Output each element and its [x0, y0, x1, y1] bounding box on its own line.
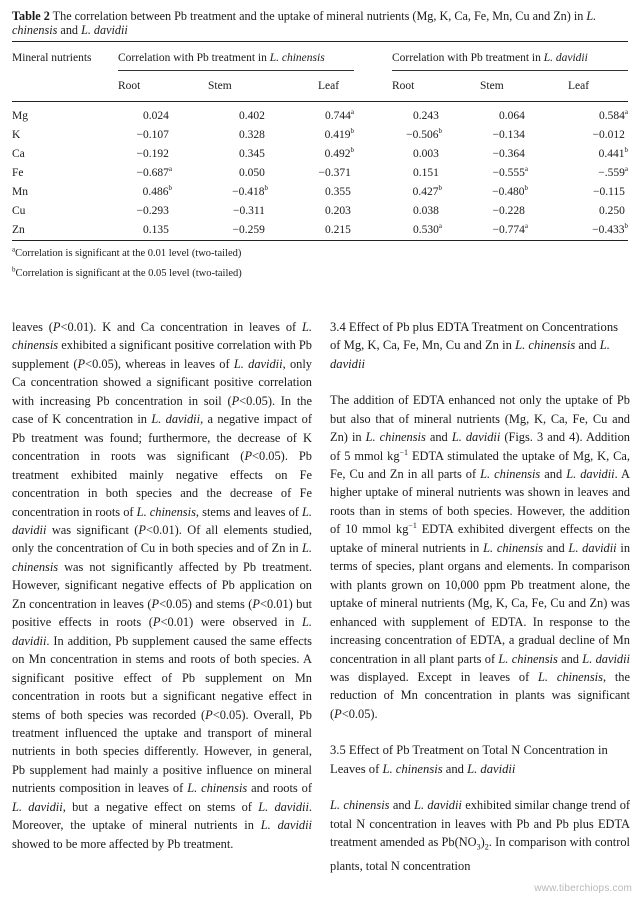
- table-cell: 0.250: [599, 205, 625, 217]
- table-caption-label: Table 2: [12, 9, 50, 23]
- table-cell: 0.744$^a$: [325, 108, 354, 122]
- table-cell: 0.530$^a$: [413, 222, 442, 236]
- row-label-zn: Zn: [12, 224, 25, 236]
- footnote-a: $^a$Correlation is significant at the 0.01 level (two-tailed): [12, 245, 242, 259]
- table-cell: 0.402: [239, 110, 265, 122]
- table-cell: −0.311: [232, 205, 265, 217]
- table-cell: −0.012: [592, 129, 625, 141]
- right-paragraph-2: L. chinensis and L. davidii exhibited similar change trend of total N concentration in leaves with Pb and Pb plus EDTA treatment amended as $Pb(NO_3)_2$. In comparison with control plants, total N concentration: [330, 798, 631, 874]
- table-cell: 0.024: [143, 110, 169, 122]
- group-rule-davidii: [392, 70, 628, 71]
- table-cell: −0.555$^a$: [492, 165, 528, 179]
- left-paragraph: leaves (P<0.01). K and Ca concentration in leaves of L. chinensis exhibited a significant positive correlation with Pb supplement (P<0.05), whereas in leaves of L. davidii, only Ca concentration showed a significant positive correlation with increasing Pb concentration in soil (P<0.05). In the case of K concentration in L. davidii, a negative impact of Pb treatment was found; furthermore, the decrease of K concentration in roots was significant (P<0.05). Pb treatment exhibited mainly negative effects on Fe concentration in both species and the decrease of Fe concentration in roots of L. chinensis, stems and leaves of L. davidii was significant (P<0.01). Of all elements studied, only the concentration of Cu in both species and of Zn in L. chinensis was not significantly affected by Pb treatment. However, significant negative effects of Pb application on Zn concentration in leaves (P<0.05) and stems (P<0.01) but positive effects in roots (P<0.01) were observed in L. davidii. In addition, Pb supplement caused the same effects on Mn concentration in stems and roots of both species. A significant positive effect of Pb supplement on Mn concentration in roots but a significant negative effect in stems of both species was recorded (P<0.05). Overall, Pb treatment influenced the uptake and transport of mineral nutrients in both species differently. However, in general, Pb supplement had mainly a positive influence on mineral nutrients composition in leaves of L. chinensis and roots of L. davidii, but a negative effect on stems of L. davidii. Moreover, the uptake of mineral nutrients in L. davidii showed to be more affected by Pb treatment.: [12, 320, 313, 851]
- header-group-davidii: Correlation with Pb treatment in L. davidii: [392, 52, 588, 64]
- left-column: [12, 318, 312, 853]
- table-cell: 0.355: [325, 186, 351, 198]
- table-cell: −.559$^a$: [598, 165, 628, 179]
- table-cell: 0.584$^a$: [599, 108, 628, 122]
- table-cell: −0.228: [492, 205, 525, 217]
- header-mineral-nutrients: Mineral nutrients: [12, 52, 92, 64]
- table-caption-text: The correlation between Pb treatment and the uptake of mineral nutrients (Mg, K, Ca, Fe, Mn, Cu and Zn) in L. chinensis and L. davidii: [12, 9, 597, 37]
- table-cell: −0.371: [318, 167, 351, 179]
- table-cell: 0.419$^b$: [324, 127, 354, 141]
- watermark: www.tiberchiops.com: [534, 883, 632, 894]
- table-cell: 0.328: [239, 129, 265, 141]
- table-cell: −0.115: [592, 186, 625, 198]
- table-cell: −0.364: [492, 148, 525, 160]
- table-cell: 0.135: [143, 224, 169, 236]
- table-cell: −0.293: [136, 205, 169, 217]
- table-cell: −0.506$^b$: [406, 127, 442, 141]
- table-header-rule: [12, 101, 628, 102]
- table-cell: 0.345: [239, 148, 265, 160]
- table-cell: 0.151: [413, 167, 439, 179]
- table-bottom-rule: [12, 240, 628, 241]
- table-cell: 0.427$^b$: [412, 184, 442, 198]
- subheader-leaf-1: Leaf: [318, 80, 340, 92]
- table-cell: 0.003: [413, 148, 439, 160]
- row-label-mn: Mn: [12, 186, 28, 198]
- table-cell: 0.243: [413, 110, 439, 122]
- table-cell: 0.441$^b$: [598, 146, 628, 160]
- table-cell: −0.433$^b$: [592, 222, 628, 236]
- table-cell: 0.203: [325, 205, 351, 217]
- row-label-ca: Ca: [12, 148, 25, 160]
- table-top-rule: [12, 41, 628, 42]
- table-cell: 0.064: [499, 110, 525, 122]
- footnote-b: $^b$Correlation is significant at the 0.05 level (two-tailed): [12, 265, 242, 279]
- right-column: [330, 318, 630, 875]
- row-label-fe: Fe: [12, 167, 24, 179]
- subheader-root-1: Root: [118, 80, 141, 92]
- table-cell: −0.192: [136, 148, 169, 160]
- table-cell: 0.050: [239, 167, 265, 179]
- subheader-stem-2: Stem: [480, 80, 504, 92]
- table-cell: 0.215: [325, 224, 351, 236]
- table-cell: −0.480$^b$: [492, 184, 528, 198]
- table-cell: −0.134: [492, 129, 525, 141]
- table-cell: −0.259: [232, 224, 265, 236]
- table-cell: 0.492$^b$: [324, 146, 354, 160]
- row-label-cu: Cu: [12, 205, 26, 217]
- header-group-chinensis: Correlation with Pb treatment in L. chinensis: [118, 52, 325, 64]
- table-cell: 0.486$^b$: [142, 184, 172, 198]
- section-heading-3-4: 3.4 Effect of Pb plus EDTA Treatment on Concentrations of Mg, K, Ca, Fe, Mn, Cu and Zn in L. chinensis and L. davidii: [330, 320, 619, 371]
- subheader-stem-1: Stem: [208, 80, 232, 92]
- subheader-leaf-2: Leaf: [568, 80, 590, 92]
- table-caption: [12, 9, 628, 37]
- group-rule-chinensis: [118, 70, 354, 71]
- section-heading-3-5: 3.5 Effect of Pb Treatment on Total N Concentration in Leaves of L. chinensis and L. davidii: [330, 743, 608, 776]
- row-label-mg: Mg: [12, 110, 28, 122]
- table-cell: −0.107: [136, 129, 169, 141]
- table-cell: 0.038: [413, 205, 439, 217]
- table-cell: −0.687$^a$: [136, 165, 172, 179]
- row-label-k: K: [12, 129, 21, 141]
- table-cell: −0.418$^b$: [232, 184, 268, 198]
- table-cell: −0.774$^a$: [492, 222, 528, 236]
- right-paragraph-1: The addition of EDTA enhanced not only the uptake of Pb but also that of mineral nutrients (Mg, K, Ca, Fe, Cu and Zn) in L. chinensis and L. davidii (Figs. 3 and 4). Addition of 5 mmol $kg^{-1}$ EDTA stimulated the uptake of Mg, K, Ca, Fe, Cu and Zn in all parts of L. chinensis and L. davidii. A higher uptake of mineral nutrients was shown in leaves and roots than in stems of both species. However, the addition of 10 mmol $kg^{-1}$ EDTA exhibited divergent effects on the uptake of mineral nutrients in L. chinensis and L. davidii in terms of species, plant organs and elements. In comparison with plants grown on 10,000 ppm Pb treatment alone, the uptake of mineral nutrients (Mg, K, Ca, Fe, Cu and Zn) was enhanced with supplement of EDTA. In response to the increasing concentration of EDTA, a gradual decline of Mn concentration in all plant parts of L. chinensis and L. davidii was displayed. Except in leaves of L. chinensis, the reduction of Mn concentration in plants was significant (P<0.05).: [330, 393, 631, 721]
- subheader-root-2: Root: [392, 80, 415, 92]
